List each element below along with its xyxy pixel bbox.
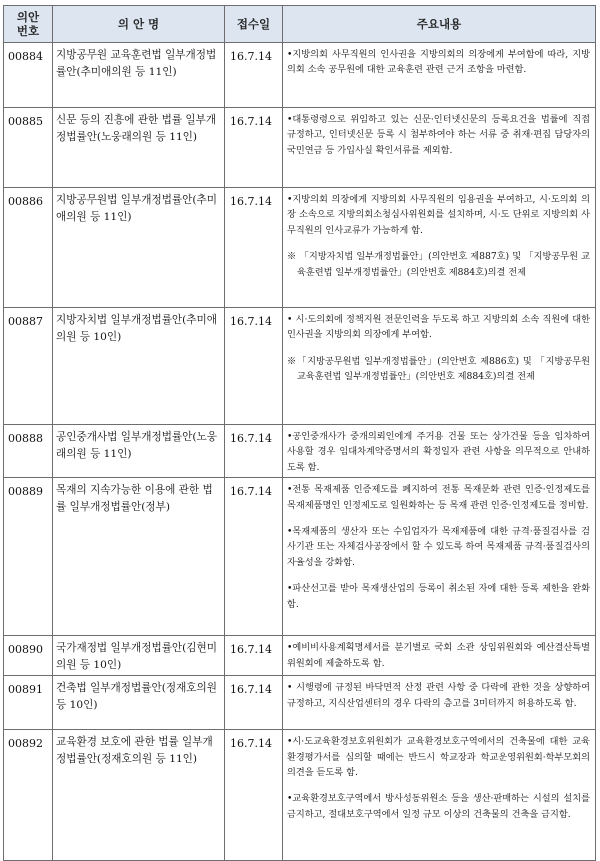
bill-content: [283, 425, 596, 478]
table-row: [4, 108, 596, 188]
bill-date: 16.7.14: [225, 730, 283, 861]
table-row: [4, 636, 596, 676]
bill-name: 지방공무원 교육훈련법 일부개정법률안(추미애의원 등 11인): [53, 43, 225, 108]
bill-date: 16.7.14: [225, 188, 283, 308]
table-row: [4, 43, 596, 108]
content-item: •공인중개사가 중개의뢰인에게 주거용 건물 또는 상가건물 등을 임차하여 사용할 경우 임대차계약증명서의 확정일자 관련 사항을 의무적으로 안내하도록 함.: [287, 431, 590, 473]
bill-number: 00886: [4, 188, 53, 308]
content-item: • 시행령에 규정된 바닥면적 산정 관련 사항 중 다락에 관한 것을 상향하여 규정하고, 지식산업센터의 경우 다락의 층고를 3미터까지 허용하도록 함.: [287, 682, 590, 709]
bill-date: 16.7.14: [225, 308, 283, 425]
header-number: 의안 번호: [4, 6, 53, 43]
bill-number: 00891: [4, 676, 53, 730]
table-row: [4, 730, 596, 861]
bill-name: 신문 등의 진흥에 관한 법률 일부개정법률안(노웅래의원 등 11인): [53, 108, 225, 188]
bill-content: [283, 108, 596, 188]
content-item: •목재제품의 생산자 또는 수입업자가 목재제품에 대한 규격·품질검사를 검사기관 또는 자체검사공장에서 할 수 있도록 하여 목재제품 규격·품질검사의 자율성을 강화함.: [287, 526, 590, 568]
bill-date: 16.7.14: [225, 108, 283, 188]
bill-content: [283, 676, 596, 730]
content-item: •지방의회 의장에게 지방의회 사무직원의 임용권을 부여하고, 시·도의회 의장 소속으로 지방의회소청심사위원회를 설치하며, 시·도 단위로 지방의회 사무직원의 인사교류가 가능하게 함.: [287, 194, 590, 236]
bill-date: 16.7.14: [225, 425, 283, 478]
header-row: [4, 6, 596, 43]
table-row: [4, 308, 596, 425]
bill-number: 00888: [4, 425, 53, 478]
content-item: •예비비사용계획명세서를 분기별로 국회 소관 상임위원회와 예산결산특별위원회에 제출하도록 함.: [287, 642, 590, 669]
bill-content: [283, 308, 596, 425]
bill-content: [283, 636, 596, 676]
bill-number: 00887: [4, 308, 53, 425]
content-item: •대통령령으로 위임하고 있는 신문·인터넷신문의 등록요건을 법률에 직접 규정하고, 인터넷신문 등록 시 첨부하여야 하는 서류 중 취재·편집 담당자의 국민연금 등 가입사실 확인서류를 제외함.: [287, 114, 590, 156]
bill-date: 16.7.14: [225, 43, 283, 108]
content-note: ※「지방공무원법 일부개정법률안」(의안번호 제886호) 및 「지방공무원 교육훈련법 일부개정법률안」(의안번호 제884호)의결 전제: [287, 355, 590, 383]
bill-name: 국가재정법 일부개정법률안(김현미의원 등 10인): [53, 636, 225, 676]
bill-name: 지방자치법 일부개정법률안(추미애의원 등 10인): [53, 308, 225, 425]
bill-date: 16.7.14: [225, 676, 283, 730]
bill-number: 00884: [4, 43, 53, 108]
bill-content: [283, 188, 596, 308]
bill-number: 00885: [4, 108, 53, 188]
content-item: •파산선고를 받아 목재생산업의 등록이 취소된 자에 대한 등록 제한을 완화함.: [287, 583, 590, 610]
table-row: [4, 425, 596, 478]
content-note: ※ 「지방자치법 일부개정법률안」(의안번호 제887호) 및 「지방공무원 교육훈련법 일부개정법률안」(의안번호 제884호)의결 전제: [287, 251, 590, 278]
header-date: 접수일: [225, 6, 283, 43]
bill-content: [283, 43, 596, 108]
bill-name: 교육환경 보호에 관한 법률 일부개정법률안(정재호의원 등 11인): [53, 730, 225, 861]
bill-table: [3, 5, 596, 861]
bill-name: 목재의 지속가능한 이용에 관한 법률 일부개정법률안(정부): [53, 478, 225, 636]
header-name: 의 안 명: [53, 6, 225, 43]
bill-name: 건축법 일부개정법률안(정재호의원 등 10인): [53, 676, 225, 730]
table-row: [4, 676, 596, 730]
bill-content: [283, 478, 596, 636]
bill-content: [283, 730, 596, 861]
header-content: 주요내용: [283, 6, 596, 43]
bill-name: 공인중개사법 일부개정법률안(노웅래의원 등 11인): [53, 425, 225, 478]
content-item: • 시·도의회에 정책지원 전문인력을 두도록 하고 지방의회 소속 직원에 대한 인사권을 지방의회 의장에게 부여함.: [287, 314, 590, 341]
bill-number: 00890: [4, 636, 53, 676]
bill-number: 00892: [4, 730, 53, 861]
bill-number: 00889: [4, 478, 53, 636]
bill-date: 16.7.14: [225, 478, 283, 636]
table-row: [4, 188, 596, 308]
content-item: •교육환경보호구역에서 방사성동위원소 등을 생산·판매하는 시설의 설치를 금지하고, 절대보호구역에서 일정 규모 이상의 건축물의 건축을 금지함.: [287, 793, 590, 820]
content-item: •전통 목재제품 인증제도를 폐지하여 전통 목재문화 관련 인증·인정제도를 목재제품명인 인정제도로 일원화하는 등 목재 관련 인증·인정제도를 정비함.: [287, 484, 590, 511]
table-row: [4, 478, 596, 636]
content-item: •지방의회 사무직원의 인사권을 지방의회의 의장에게 부여함에 따라, 지방의회 소속 공무원에 대한 교육훈련 관련 근거 조항을 마련함.: [287, 49, 590, 76]
content-item: •시·도교육환경보호위원회가 교육환경보호구역에서의 건축물에 대한 교육환경평가서를 심의할 때에는 반드시 학교장과 학교운영위원회·학부모회의 의견을 듣도록 함.: [287, 736, 590, 779]
bill-date: 16.7.14: [225, 636, 283, 676]
bill-name: 지방공무원법 일부개정법률안(추미애의원 등 11인): [53, 188, 225, 308]
